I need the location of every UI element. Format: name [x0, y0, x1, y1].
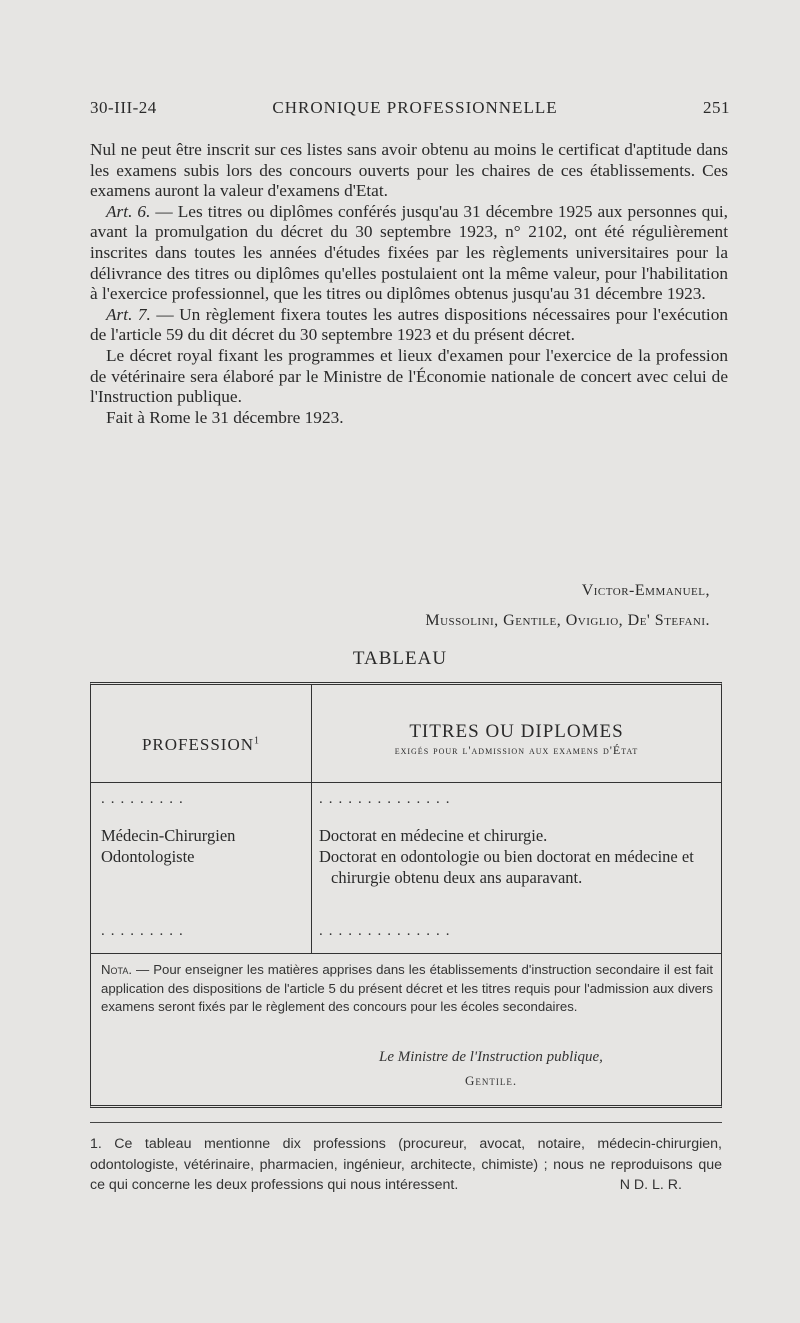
article-7-text: — Un règlement fixera toutes les autres dispositions nécessaires pour l'exécution de l'article 59 du dit décret du 30 septembre 1923 et du présent décret. — [90, 304, 729, 345]
nota-text — [101, 961, 713, 1017]
running-header — [90, 98, 740, 122]
table-row-titre: Doctorat en médecine et chirurgie. — [319, 826, 548, 845]
table-row-profession: Médecin-Chirurgien — [101, 826, 236, 845]
signer-king: Victor-Emmanuel, — [581, 582, 710, 599]
nota-rule — [91, 953, 721, 954]
header-title: CHRONIQUE PROFESSIONNELLE — [272, 98, 558, 117]
page-number: 251 — [703, 98, 730, 117]
tableau-title: TABLEAU — [352, 648, 448, 669]
table-row-titre — [319, 846, 714, 888]
nota-body: — Pour enseigner les matières apprises dans les établissements d'instruction secondaire il est fait application des dispositions de l'article 5 du présent décret et les titres requis pour l'admission aux divers examens seront fixés par le règlement des concours pour les écoles secondaires. — [101, 962, 713, 1014]
article-7 — [90, 305, 728, 346]
header-date: 30-III-24 — [90, 98, 157, 117]
table-row-titre-text: Doctorat en odontologie ou bien doctorat en médecine et chirurgie obtenu deux ans auparavant. — [319, 847, 694, 887]
leader-dots: ......... — [101, 791, 189, 807]
leader-dots: .............. — [319, 791, 456, 807]
column-subheader-titres: exigés pour l'admission aux examens d'État — [394, 743, 639, 757]
article-6 — [90, 202, 728, 305]
paragraph-continuation: Nul ne peut être inscrit sur ces listes sans avoir obtenu au moins le certificat d'aptitude dans les examens subis lors des concours ouverts pour les chaires de ces établissements. Ces examens auront la valeur d'examens d'Etat. — [90, 140, 728, 201]
paragraph-veterinaire: Le décret royal fixant les programmes et lieux d'examen pour l'exercice de la profession de vétérinaire sera élaboré par le Ministre de l'Économie nationale de concert avec celui de l'Instruction publique. — [90, 345, 728, 407]
column-header-profession — [91, 735, 311, 755]
signer-ministers: Mussolini, Gentile, Oviglio, De' Stefani. — [425, 612, 710, 629]
body-text — [90, 140, 728, 428]
footnote-initials: N D. L. R. — [619, 1177, 682, 1193]
footnote — [90, 1134, 722, 1196]
footnote-text: 1. Ce tableau mentionne dix professions (procureur, avocat, notaire, médecin-chirurgien, odontologiste, vétérinaire, pharmacien, ingénieur, architecte, chimiste) ; nous ne reproduisons que ce qui concerne les deux professions qui nous intéressent. — [90, 1136, 722, 1193]
table-row-profession: Odontologiste — [101, 847, 195, 866]
leader-dots: .............. — [319, 923, 456, 939]
nota-signature-title: Le Ministre de l'Instruction publique, — [379, 1049, 603, 1065]
footnote-mark: 1 — [254, 735, 261, 747]
nota-signature-name: Gentile. — [464, 1073, 518, 1088]
footnote-rule — [90, 1122, 722, 1123]
header-rule — [91, 782, 721, 783]
nota-label: Nota. — [101, 962, 133, 977]
article-6-label: Art. 6. — [106, 201, 151, 221]
article-7-label: Art. 7. — [106, 304, 151, 324]
leader-dots: ......... — [101, 923, 189, 939]
paragraph-fait-a-rome: Fait à Rome le 31 décembre 1923. — [106, 407, 344, 427]
article-6-text: — Les titres ou diplômes conférés jusqu'au 31 décembre 1925 aux personnes qui, avant la promulgation du décret du 30 septembre 1923, n° 2102, ont été régulièrement inscrites dans toutes les années d'études fixées par les règlements universitaires pour la délivrance des titres ou diplômes qu'elles postulaient ont la même valeur, pour l'habilitation à l'exercice professionnel, que les titres ou diplômes obtenus jusqu'au 31 décembre 1923. — [90, 201, 728, 304]
column-header-profession-label: PROFESSION — [141, 735, 255, 754]
column-header-titres: TITRES OU DIPLOMES — [409, 721, 624, 742]
tableau-table — [90, 682, 722, 1108]
